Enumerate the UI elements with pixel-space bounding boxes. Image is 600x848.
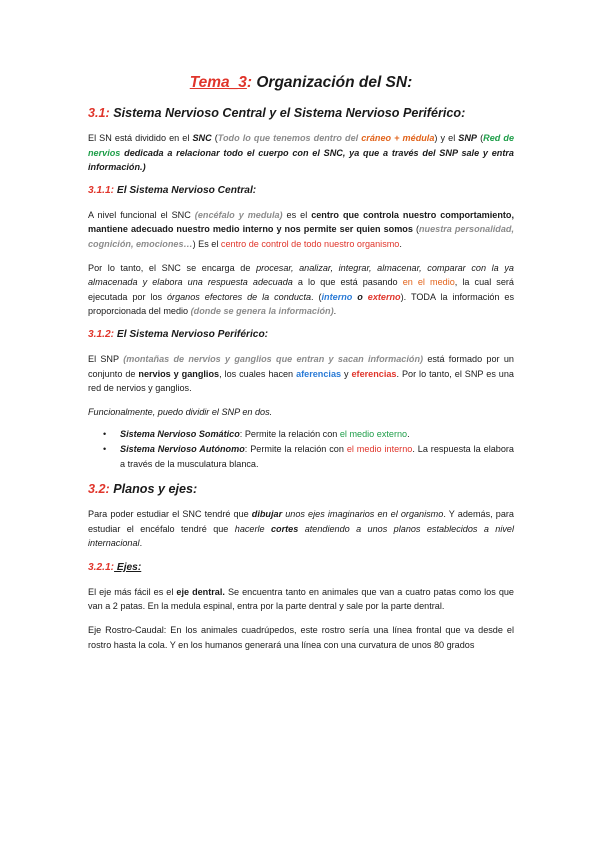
heading-text: Sistema Nervioso Central y el Sistema Nervioso Periférico: xyxy=(109,106,466,120)
text-run: dedicada a relacionar todo el cuerpo con el SNC, ya que a través del SNP sale y entra información.) xyxy=(88,147,514,173)
text-bold: centro que controla nuestro comportamiento, mantiene adecuado nuestro medio interno y nos permite ser quien somos xyxy=(88,209,515,235)
text-run: ) Es el xyxy=(192,238,221,249)
text-run: ) y el xyxy=(434,133,459,143)
text-run: . Y además, para estudiar el encéfalo tendré que xyxy=(88,509,514,534)
note-gray: (encéfalo y medula) xyxy=(194,209,283,220)
text-bold: eje dentral. xyxy=(176,586,225,597)
highlight-orange: en el medio xyxy=(402,277,455,288)
text-run: . xyxy=(139,538,143,549)
text-run: El SNP xyxy=(88,353,124,364)
text-bold: cortes xyxy=(271,523,299,534)
note-gray: (montañas de nervios y ganglios que entran y sacan información) xyxy=(123,353,424,364)
heading-number: 3.2.1: xyxy=(88,561,115,573)
note-gray: (donde se genera la información) xyxy=(190,306,334,317)
text-italic: procesar, analizar, integrar, almacenar, comparar con la ya almacenada y elabora una respuesta adecuada xyxy=(88,262,514,288)
text-italic: unos ejes imaginarios en el organismo xyxy=(282,509,444,520)
highlight-orange: cráneo + médula xyxy=(361,133,435,143)
highlight-blue: interno xyxy=(321,291,353,302)
heading-number: 3.1.2: xyxy=(88,328,115,340)
heading-number: 3.1.1: xyxy=(88,184,115,196)
text-run: ( xyxy=(211,133,218,143)
text-run: A nivel funcional el SNC xyxy=(88,209,195,220)
heading-3-1-2 xyxy=(88,327,514,343)
heading-3-2 xyxy=(88,480,514,498)
term-snp: SNP xyxy=(458,133,477,143)
text-run: El eje más fácil es el xyxy=(88,586,177,597)
text-run: : Permite la relación con xyxy=(239,429,340,440)
text-run: . xyxy=(399,238,402,249)
note-gray: Todo lo que tenemos dentro del xyxy=(217,133,362,143)
text-run: ( xyxy=(477,133,484,143)
text-run: . ( xyxy=(311,291,322,302)
paragraph-rostro-caudal: Eje Rostro-Caudal: En los animales cuadrúpedos, este rostro sería una línea frontal que va desde el rostro hasta la cola. Y en los humanos generará una línea con una curvatura de unos 80 grados xyxy=(88,625,514,650)
list-item xyxy=(103,427,514,442)
heading-number: 3.1: xyxy=(88,106,110,120)
text-bold: Sistema Nervioso Autónomo xyxy=(120,443,245,454)
heading-text: Ejes: xyxy=(114,561,142,573)
highlight-green: el medio externo xyxy=(339,429,408,440)
text-bold: dibujar xyxy=(251,509,283,520)
highlight-red: externo xyxy=(367,291,401,302)
text-run: Para poder estudiar el SNC tendré que xyxy=(88,509,252,520)
text-run: . Por lo tanto, el SNP es una red de nervios y ganglios. xyxy=(88,368,514,394)
heading-number: 3.2: xyxy=(88,482,110,497)
paragraph-snp-division: Funcionalmente, puedo dividir el SNP en dos. xyxy=(88,406,273,417)
highlight-green: Red de nervios xyxy=(88,133,515,158)
list-item xyxy=(103,442,514,471)
highlight-red: centro de control de todo nuestro organismo xyxy=(220,238,400,249)
text-italic: atendiendo a unos planos establecidos a nivel internacional xyxy=(88,523,514,549)
title-separator: : xyxy=(246,74,257,91)
snp-division-list xyxy=(88,427,514,471)
text-bold: Sistema Nervioso Somático xyxy=(120,429,240,440)
highlight-red: el medio interno xyxy=(346,443,413,454)
paragraph-snc-function xyxy=(88,208,514,252)
text-run: y xyxy=(341,368,352,379)
document-body xyxy=(88,72,514,652)
bullet-dot: • xyxy=(103,429,107,440)
text-run: , la cual será ejecutada por los xyxy=(88,277,514,302)
bullet-dot: • xyxy=(103,443,107,454)
title-text: Organización del SN xyxy=(256,74,408,91)
highlight-red: eferencias xyxy=(351,368,397,379)
text-run: a lo que está pasando xyxy=(292,277,403,288)
text-run: es el xyxy=(282,209,312,220)
paragraph-dental-axis xyxy=(88,585,514,614)
heading-3-2-1 xyxy=(88,560,514,576)
text-run: ( xyxy=(412,224,419,235)
heading-text: El Sistema Nervioso Central: xyxy=(114,184,257,196)
text-run: Se encuentra tanto en animales que van a cuatro patas como los que van a 2 patas. En la medula espinal, entra por la parte dentral y sale por la parte dentral. xyxy=(88,586,514,612)
heading-text: El Sistema Nervioso Periférico: xyxy=(114,328,269,340)
title-end: : xyxy=(407,74,413,91)
text-run: . xyxy=(407,429,410,440)
heading-text: Planos y ejes: xyxy=(109,482,198,497)
text-run: o xyxy=(352,291,368,302)
text-italic: órganos efectores de la conducta xyxy=(166,291,312,302)
paragraph-sn-division xyxy=(88,131,514,175)
text-italic: hacerle xyxy=(234,523,271,534)
title-number: Tema_3 xyxy=(189,74,247,91)
text-run: El SN está dividido en el xyxy=(88,133,193,143)
text-run: . xyxy=(333,306,337,317)
paragraph-snc-tasks xyxy=(88,261,514,319)
note-gray: nuestra personalidad, cognición, emociones… xyxy=(88,224,514,249)
heading-3-1-1 xyxy=(88,183,514,199)
paragraph-planes-axes xyxy=(88,507,514,551)
highlight-blue: aferencias xyxy=(296,368,342,379)
text-run: Por lo tanto, el SNC se encarga de xyxy=(88,262,257,273)
text-run: está formado por un conjunto de xyxy=(88,353,514,379)
text-run: , los cuales hacen xyxy=(219,368,297,379)
text-run: : Permite la relación con xyxy=(244,443,347,454)
heading-3-1 xyxy=(88,104,514,122)
text-bold: nervios y ganglios xyxy=(138,368,220,379)
text-run: . La respuesta la elabora a través de la musculatura blanca. xyxy=(120,443,514,469)
text-run: ). TODA la información es proporcionada del medio xyxy=(88,291,514,317)
page-title xyxy=(88,72,514,94)
paragraph-snp-definition xyxy=(88,352,514,396)
term-snc: SNC xyxy=(192,133,212,143)
